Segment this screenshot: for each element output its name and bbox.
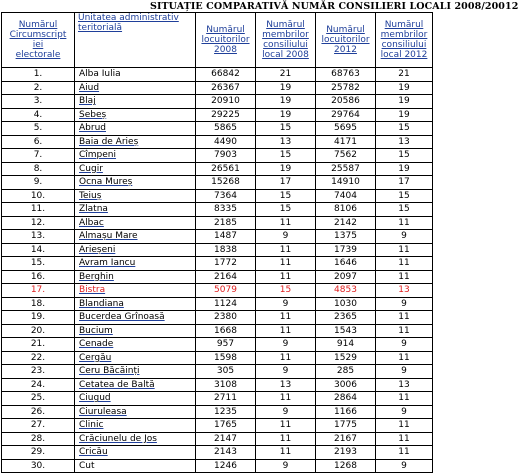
councillors-2008-cell: 11 (256, 270, 316, 284)
unit-name-cell: Almașu Mare (75, 230, 196, 244)
councillors-2008-cell: 19 (256, 162, 316, 176)
unit-name-cell: Ocna Mureș (75, 176, 196, 190)
councillors-2008-cell: 19 (256, 108, 316, 122)
councillors-2012-cell: 11 (376, 243, 433, 257)
unit-name-cell: Clinic (75, 419, 196, 433)
councillors-2012-cell: 9 (376, 405, 433, 419)
row-number-cell: 16. (2, 270, 75, 284)
header-councillors-2012: Numărul membrilor consiliului local 2012 (376, 13, 433, 68)
councillors-2012-cell: 21 (376, 68, 433, 82)
table-row (2, 135, 433, 149)
header-population-2012: Numărul locuitorilor 2012 (316, 13, 376, 68)
councillors-2008-cell: 9 (256, 459, 316, 473)
councillors-2012-cell: 19 (376, 108, 433, 122)
population-2008-cell: 4490 (196, 135, 256, 149)
row-number-cell: 24. (2, 378, 75, 392)
unit-name-cell: Baia de Arieș (75, 135, 196, 149)
unit-name-cell: Cetatea de Baltă (75, 378, 196, 392)
population-2008-cell: 2711 (196, 392, 256, 406)
councillors-2012-cell: 11 (376, 216, 433, 230)
councillors-2012-cell: 15 (376, 149, 433, 163)
table-row (2, 108, 433, 122)
row-number-cell: 21. (2, 338, 75, 352)
councillors-2008-cell: 19 (256, 95, 316, 109)
councillors-2012-cell: 19 (376, 81, 433, 95)
population-2008-cell: 8335 (196, 203, 256, 217)
header-unit: Unitatea administrativ teritorială (75, 13, 196, 68)
header-circumscription: Numărul Circumscript iei electorale (2, 13, 75, 68)
unit-name-cell: Cîmpeni (75, 149, 196, 163)
councillors-2008-cell: 15 (256, 284, 316, 298)
population-2012-cell: 1268 (316, 459, 376, 473)
population-2008-cell: 2147 (196, 432, 256, 446)
councillors-2012-cell: 9 (376, 297, 433, 311)
councillors-2012-cell: 11 (376, 311, 433, 325)
table-row (2, 432, 433, 446)
unit-name-cell: Berghin (75, 270, 196, 284)
population-2012-cell: 2167 (316, 432, 376, 446)
population-2008-cell: 1598 (196, 351, 256, 365)
councillors-2012-cell: 11 (376, 392, 433, 406)
row-number-cell: 2. (2, 81, 75, 95)
population-2012-cell: 1166 (316, 405, 376, 419)
row-number-cell: 13. (2, 230, 75, 244)
councillors-2012-cell: 9 (376, 459, 433, 473)
table-row (2, 257, 433, 271)
councillors-2008-cell: 11 (256, 419, 316, 433)
table-row (2, 243, 433, 257)
unit-name-cell: Cenade (75, 338, 196, 352)
population-2012-cell: 7404 (316, 189, 376, 203)
council-comparison-table (1, 12, 433, 473)
councillors-2008-cell: 11 (256, 432, 316, 446)
councillors-2008-cell: 15 (256, 122, 316, 136)
unit-name-cell: Avram Iancu (75, 257, 196, 271)
table-row (2, 297, 433, 311)
table-row (2, 68, 433, 82)
councillors-2008-cell: 9 (256, 338, 316, 352)
councillors-2012-cell: 9 (376, 338, 433, 352)
councillors-2008-cell: 15 (256, 149, 316, 163)
population-2008-cell: 5079 (196, 284, 256, 298)
unit-name-cell: Albac (75, 216, 196, 230)
row-number-cell: 23. (2, 365, 75, 379)
councillors-2008-cell: 11 (256, 243, 316, 257)
councillors-2012-cell: 9 (376, 365, 433, 379)
councillors-2012-cell: 11 (376, 257, 433, 271)
population-2012-cell: 1375 (316, 230, 376, 244)
population-2012-cell: 4853 (316, 284, 376, 298)
population-2008-cell: 305 (196, 365, 256, 379)
councillors-2012-cell: 19 (376, 162, 433, 176)
councillors-2012-cell: 13 (376, 284, 433, 298)
population-2012-cell: 1030 (316, 297, 376, 311)
table-row (2, 216, 433, 230)
row-number-cell: 5. (2, 122, 75, 136)
population-2008-cell: 5865 (196, 122, 256, 136)
councillors-2012-cell: 11 (376, 351, 433, 365)
row-number-cell: 8. (2, 162, 75, 176)
unit-name-cell: Sebeș (75, 108, 196, 122)
row-number-cell: 29. (2, 446, 75, 460)
row-number-cell: 27. (2, 419, 75, 433)
unit-name-cell: Cergău (75, 351, 196, 365)
population-2012-cell: 4171 (316, 135, 376, 149)
councillors-2012-cell: 15 (376, 122, 433, 136)
population-2012-cell: 1543 (316, 324, 376, 338)
row-number-cell: 7. (2, 149, 75, 163)
councillors-2012-cell: 11 (376, 446, 433, 460)
row-number-cell: 12. (2, 216, 75, 230)
population-2008-cell: 1487 (196, 230, 256, 244)
table-row (2, 446, 433, 460)
councillors-2012-cell: 17 (376, 176, 433, 190)
population-2012-cell: 2142 (316, 216, 376, 230)
row-number-cell: 15. (2, 257, 75, 271)
population-2008-cell: 2185 (196, 216, 256, 230)
row-number-cell: 22. (2, 351, 75, 365)
councillors-2012-cell: 11 (376, 324, 433, 338)
population-2008-cell: 1235 (196, 405, 256, 419)
row-number-cell: 9. (2, 176, 75, 190)
row-number-cell: 11. (2, 203, 75, 217)
population-2008-cell: 3108 (196, 378, 256, 392)
row-number-cell: 3. (2, 95, 75, 109)
population-2008-cell: 957 (196, 338, 256, 352)
table-row (2, 365, 433, 379)
population-2012-cell: 914 (316, 338, 376, 352)
row-number-cell: 6. (2, 135, 75, 149)
unit-name-cell: Cut (75, 459, 196, 473)
table-row (2, 81, 433, 95)
population-2012-cell: 1646 (316, 257, 376, 271)
population-2012-cell: 1739 (316, 243, 376, 257)
row-number-cell: 28. (2, 432, 75, 446)
table-row (2, 122, 433, 136)
population-2012-cell: 2193 (316, 446, 376, 460)
row-number-cell: 25. (2, 392, 75, 406)
row-number-cell: 1. (2, 68, 75, 82)
councillors-2012-cell: 13 (376, 378, 433, 392)
row-number-cell: 14. (2, 243, 75, 257)
councillors-2008-cell: 11 (256, 446, 316, 460)
population-2008-cell: 1124 (196, 297, 256, 311)
population-2008-cell: 1246 (196, 459, 256, 473)
table-row (2, 203, 433, 217)
councillors-2008-cell: 11 (256, 392, 316, 406)
population-2012-cell: 5695 (316, 122, 376, 136)
unit-name-cell: Ciuruleasa (75, 405, 196, 419)
population-2008-cell: 1772 (196, 257, 256, 271)
row-number-cell: 4. (2, 108, 75, 122)
unit-name-cell: Bistra (75, 284, 196, 298)
population-2008-cell: 66842 (196, 68, 256, 82)
table-row (2, 162, 433, 176)
table-row (2, 419, 433, 433)
unit-name-cell: Teiuș (75, 189, 196, 203)
unit-name-cell: Ciugud (75, 392, 196, 406)
population-2008-cell: 7364 (196, 189, 256, 203)
unit-name-cell: Abrud (75, 122, 196, 136)
population-2008-cell: 2380 (196, 311, 256, 325)
councillors-2008-cell: 15 (256, 203, 316, 217)
councillors-2008-cell: 17 (256, 176, 316, 190)
population-2012-cell: 2365 (316, 311, 376, 325)
population-2012-cell: 2864 (316, 392, 376, 406)
table-row (2, 459, 433, 473)
councillors-2008-cell: 9 (256, 365, 316, 379)
header-population-2008: Numărul locuitorilor 2008 (196, 13, 256, 68)
unit-name-cell: Crăciunelu de Jos (75, 432, 196, 446)
councillors-2008-cell: 11 (256, 311, 316, 325)
population-2012-cell: 1529 (316, 351, 376, 365)
header-councillors-2008: Numărul membrilor consiliului local 2008 (256, 13, 316, 68)
councillors-2012-cell: 11 (376, 419, 433, 433)
councillors-2008-cell: 15 (256, 189, 316, 203)
population-2008-cell: 1838 (196, 243, 256, 257)
table-row (2, 351, 433, 365)
population-2012-cell: 2097 (316, 270, 376, 284)
population-2008-cell: 1765 (196, 419, 256, 433)
table-row (2, 270, 433, 284)
councillors-2008-cell: 21 (256, 68, 316, 82)
table-row (2, 311, 433, 325)
population-2012-cell: 285 (316, 365, 376, 379)
unit-name-cell: Bucium (75, 324, 196, 338)
unit-name-cell: Arieșeni (75, 243, 196, 257)
unit-name-cell: Aiud (75, 81, 196, 95)
councillors-2008-cell: 9 (256, 297, 316, 311)
table-row (2, 405, 433, 419)
councillors-2008-cell: 11 (256, 351, 316, 365)
unit-name-cell: Alba Iulia (75, 68, 196, 82)
councillors-2008-cell: 11 (256, 257, 316, 271)
population-2008-cell: 2143 (196, 446, 256, 460)
councillors-2008-cell: 19 (256, 81, 316, 95)
unit-name-cell: Blaj (75, 95, 196, 109)
population-2008-cell: 20910 (196, 95, 256, 109)
councillors-2008-cell: 11 (256, 216, 316, 230)
population-2008-cell: 29225 (196, 108, 256, 122)
population-2012-cell: 29764 (316, 108, 376, 122)
table-body (2, 68, 433, 473)
councillors-2012-cell: 15 (376, 203, 433, 217)
councillors-2008-cell: 9 (256, 230, 316, 244)
table-row (2, 338, 433, 352)
councillors-2012-cell: 15 (376, 189, 433, 203)
row-number-cell: 26. (2, 405, 75, 419)
unit-name-cell: Cricău (75, 446, 196, 460)
table-row (2, 324, 433, 338)
councillors-2012-cell: 19 (376, 95, 433, 109)
header-row (2, 13, 433, 68)
row-number-cell: 20. (2, 324, 75, 338)
unit-name-cell: Ceru Băcăinți (75, 365, 196, 379)
councillors-2012-cell: 9 (376, 230, 433, 244)
unit-name-cell: Zlatna (75, 203, 196, 217)
population-2008-cell: 26367 (196, 81, 256, 95)
population-2012-cell: 3006 (316, 378, 376, 392)
document-title: SITUAȚIE COMPARATIVĂ NUMĂR CONSILIERI LOCALI 2008/20012 (150, 1, 518, 12)
councillors-2008-cell: 9 (256, 405, 316, 419)
table-row (2, 176, 433, 190)
table-row (2, 284, 433, 298)
population-2012-cell: 7562 (316, 149, 376, 163)
population-2012-cell: 8106 (316, 203, 376, 217)
row-number-cell: 19. (2, 311, 75, 325)
population-2008-cell: 26561 (196, 162, 256, 176)
row-number-cell: 17. (2, 284, 75, 298)
unit-name-cell: Blandiana (75, 297, 196, 311)
population-2008-cell: 15268 (196, 176, 256, 190)
population-2008-cell: 2164 (196, 270, 256, 284)
councillors-2008-cell: 11 (256, 324, 316, 338)
population-2012-cell: 1775 (316, 419, 376, 433)
table-row (2, 189, 433, 203)
population-2012-cell: 14910 (316, 176, 376, 190)
population-2012-cell: 25587 (316, 162, 376, 176)
row-number-cell: 10. (2, 189, 75, 203)
councillors-2012-cell: 11 (376, 432, 433, 446)
table-row (2, 392, 433, 406)
table-row (2, 95, 433, 109)
councillors-2008-cell: 13 (256, 135, 316, 149)
councillors-2012-cell: 13 (376, 135, 433, 149)
population-2012-cell: 20586 (316, 95, 376, 109)
population-2008-cell: 7903 (196, 149, 256, 163)
population-2012-cell: 68763 (316, 68, 376, 82)
row-number-cell: 18. (2, 297, 75, 311)
row-number-cell: 30. (2, 459, 75, 473)
population-2008-cell: 1668 (196, 324, 256, 338)
councillors-2008-cell: 13 (256, 378, 316, 392)
population-2012-cell: 25782 (316, 81, 376, 95)
councillors-2012-cell: 11 (376, 270, 433, 284)
table-row (2, 230, 433, 244)
unit-name-cell: Bucerdea Grînoasă (75, 311, 196, 325)
table-row (2, 149, 433, 163)
unit-name-cell: Cugir (75, 162, 196, 176)
table-row (2, 378, 433, 392)
